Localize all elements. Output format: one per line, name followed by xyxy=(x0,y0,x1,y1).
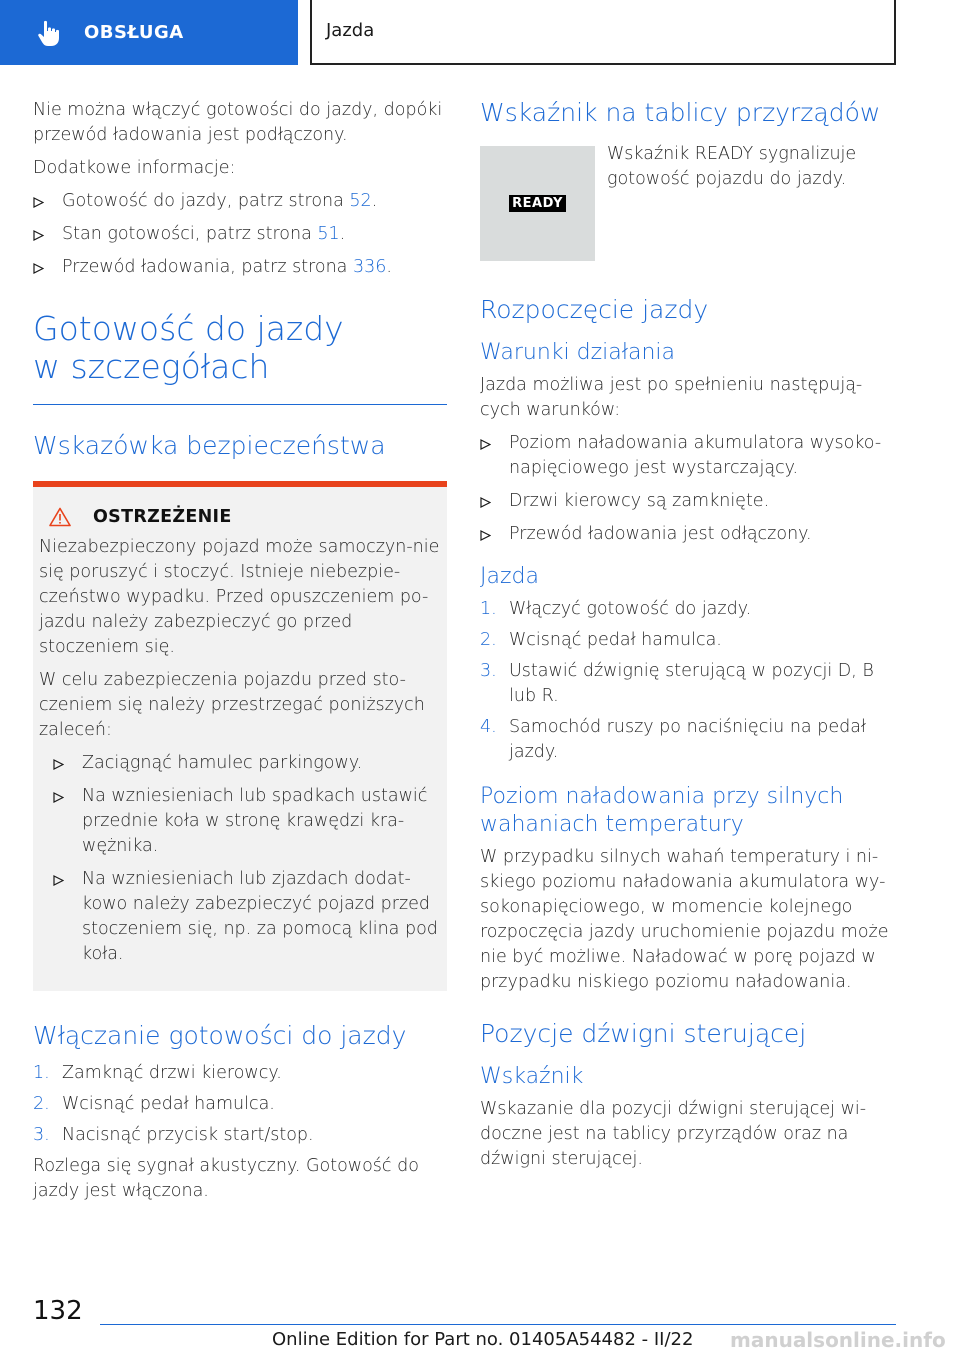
list-item: Przewód ładowania, patrz strona 336. xyxy=(33,255,447,280)
list-item: 2. Wcisnąć pedał hamulca. xyxy=(33,1094,275,1114)
left-column xyxy=(33,98,447,1212)
page-link[interactable]: 336 xyxy=(352,257,387,277)
list-item: 3. Ustawić dźwignię sterującą w pozycji D, B lub R. xyxy=(480,661,874,706)
temp-paragraph: W przypadku silnych wahań temperatury i ni-skiego poziomu naładowania akumulatora wy-sokonapięciowego, w momencie kolejnego rozpoczęcia jazdy uruchomienie pojazdu może nie być możliwe. Naładować w porę pojazd w przypadku niskiego poziomu naładowania. xyxy=(480,847,889,992)
hand-pointer-icon xyxy=(34,18,64,48)
enable-result: Rozlega się sygnał akustyczny. Gotowość do jazdy jest włączona. xyxy=(33,1156,419,1201)
list-item: Na wzniesieniach lub spadkach ustawić przednie koła w stronę krawędzi kra-wężnika. xyxy=(53,784,441,859)
list-item: Na wzniesieniach lub zjazdach dodat-kowo należy zabezpieczyć pojazd przed stoczeniem się, np. za pomocą klina pod koła. xyxy=(53,867,441,967)
warning-paragraph: W celu zabezpieczenia pojazdu przed sto-czeniem się należy przestrzegać poniższych zaleceń: xyxy=(39,670,425,740)
triangle-bullet-icon xyxy=(480,530,491,541)
footer-divider xyxy=(100,1324,896,1325)
triangle-bullet-icon xyxy=(33,263,44,274)
lever-title: Pozycje dźwigni sterującej xyxy=(480,1019,807,1048)
start-title: Rozpoczęcie jazdy xyxy=(480,295,709,324)
list-item: Przewód ładowania jest odłączony. xyxy=(480,522,894,547)
list-item: Drzwi kierowcy są zamknięte. xyxy=(480,489,894,514)
drive-steps xyxy=(480,597,894,765)
ready-indicator xyxy=(480,146,894,261)
warning-list xyxy=(53,751,441,967)
triangle-bullet-icon xyxy=(53,875,64,886)
conditions-title: Warunki działania xyxy=(480,340,675,365)
lever-subtitle: Wskaźnik xyxy=(480,1064,584,1089)
list-item: 1. Włączyć gotowość do jazdy. xyxy=(480,599,752,619)
page-number: 132 xyxy=(33,1296,83,1326)
warning-paragraph: Niezabezpieczony pojazd może samoczyn-nie się poruszyć i stoczyć. Istnieje niebezpie-czeństwo wypadku. Przed opuszczeniem po-jazdu należy zabezpieczyć go przed stoczeniem się. xyxy=(39,537,440,657)
temp-title: Poziom naładowania przy silnych wahaniach temperatury xyxy=(480,784,844,837)
page-link[interactable]: 52 xyxy=(349,191,372,211)
reference-list xyxy=(33,189,447,280)
ready-badge: READY xyxy=(509,195,566,212)
warning-title: OSTRZEŻENIE xyxy=(93,507,232,527)
safety-title: Wskazówka bezpieczeństwa xyxy=(33,431,386,460)
triangle-bullet-icon xyxy=(33,230,44,241)
indicator-title: Wskaźnik na tablicy przyrządów xyxy=(480,98,881,127)
list-item: Gotowość do jazdy, patrz strona 52. xyxy=(33,189,447,214)
intro-paragraph: Nie można włączyć gotowości do jazdy, dopóki przewód ładowania jest podłączony. xyxy=(33,100,443,145)
conditions-list xyxy=(480,431,894,547)
chapter-header xyxy=(310,0,896,65)
section-tab xyxy=(0,0,298,65)
watermark: manualsonline.info xyxy=(730,1328,946,1352)
list-item: 2. Wcisnąć pedał hamulca. xyxy=(480,630,722,650)
section-divider xyxy=(33,404,447,405)
list-item: 4. Samochód ruszy po naciśnięciu na pedał jazdy. xyxy=(480,717,866,762)
triangle-bullet-icon xyxy=(53,792,64,803)
triangle-bullet-icon xyxy=(480,497,491,508)
edition-text: Online Edition for Part no. 01405A54482 - II/22 xyxy=(272,1329,694,1350)
warning-box xyxy=(33,481,447,991)
list-item: 1. Zamknąć drzwi kierowcy. xyxy=(33,1063,282,1083)
list-item: 3. Nacisnąć przycisk start/stop. xyxy=(33,1125,314,1145)
section-title: Gotowość do jazdy w szczegółach xyxy=(33,309,344,386)
triangle-bullet-icon xyxy=(480,439,491,450)
ready-image xyxy=(480,146,595,261)
triangle-bullet-icon xyxy=(53,759,64,770)
right-column xyxy=(480,98,894,1180)
section-label: OBSŁUGA xyxy=(84,22,184,43)
list-item: Poziom naładowania akumulatora wysoko-napięciowego jest wystarczający. xyxy=(480,431,894,481)
lever-paragraph: Wskazanie dla pozycji dźwigni sterującej wi-doczne jest na tablicy przyrządów oraz na dźwigni sterującej. xyxy=(480,1099,867,1169)
ready-description: Wskaźnik READY sygnalizuje gotowość pojazdu do jazdy. xyxy=(607,144,857,189)
list-item: Stan gotowości, patrz strona 51. xyxy=(33,222,447,247)
drive-title: Jazda xyxy=(480,564,539,589)
page-link[interactable]: 51 xyxy=(317,224,340,244)
warning-triangle-icon xyxy=(49,507,71,527)
enable-steps xyxy=(33,1061,447,1148)
extra-info-label: Dodatkowe informacje: xyxy=(33,158,236,178)
chapter-title: Jazda xyxy=(326,20,375,41)
warning-header xyxy=(49,507,441,527)
triangle-bullet-icon xyxy=(33,197,44,208)
conditions-intro: Jazda możliwa jest po spełnieniu następują-cych warunków: xyxy=(480,375,863,420)
enable-title: Włączanie gotowości do jazdy xyxy=(33,1021,407,1050)
list-item: Zaciągnąć hamulec parkingowy. xyxy=(53,751,441,776)
